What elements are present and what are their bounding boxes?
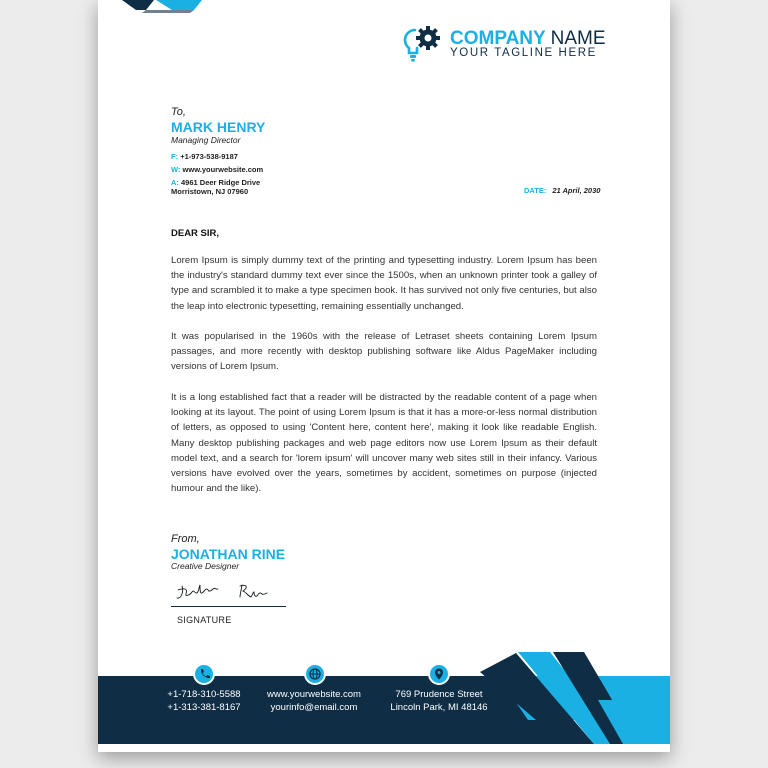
letter-date: DATE: 21 April, 2030 xyxy=(524,186,601,195)
sender-title: Creative Designer xyxy=(171,561,240,571)
company-tagline: YOUR TAGLINE HERE xyxy=(450,47,597,59)
signature-label: SIGNATURE xyxy=(177,615,232,625)
recipient-title: Managing Director xyxy=(171,135,241,145)
location-pin-icon xyxy=(428,663,450,685)
sender-name: JONATHAN RINE xyxy=(171,546,286,562)
body-paragraph-3: It is a long established fact that a reader will be distracted by the readable content of a page when looking at its layout. The point of using Lorem Ipsum is that it has a more-or-less normal distribution of letters, as opposed to using 'Content here, content here', making it look like readable English. Many desktop publishing packages and web page editors now use Lorem Ipsum as their default model text, and a search for 'lorem ipsum' will uncover many web sites still in their infancy. Various versions have evolved over the years, sometimes by accident, sometimes on purpose (injected humour and the like). xyxy=(171,392,597,495)
footer-web-email: www.yourwebsite.com yourinfo@email.com xyxy=(267,689,361,713)
recipient-address: A: 4961 Deer Ridge Drive xyxy=(171,178,261,187)
from-label: From, xyxy=(171,533,200,545)
body-paragraph-1: Lorem Ipsum is simply dummy text of the printing and typesetting industry. Lorem Ipsum has been the industry's standard dummy text ever since the 1500s, when an unknown printer took a galley of type and scrambled it to make a type specimen book. It has survived not only five centuries, but also the leap into electronic typesetting, remaining essentially unchanged. xyxy=(171,255,597,312)
recipient-phone: F: +1-973-538-9187 xyxy=(171,152,238,161)
footer-band xyxy=(98,0,670,752)
globe-icon xyxy=(304,663,326,685)
to-label: To, xyxy=(171,106,186,118)
phone-icon xyxy=(193,663,215,685)
company-name: COMPANY NAME xyxy=(450,28,606,49)
recipient-address-line2: Morristown, NJ 07960 xyxy=(171,187,249,196)
footer-address: 769 Prudence Street Lincoln Park, MI 48146 xyxy=(390,689,488,713)
salutation: DEAR SIR, xyxy=(171,228,220,239)
recipient-website: W: www.yourwebsite.com xyxy=(171,165,264,174)
letterhead-page xyxy=(98,0,670,752)
recipient-name: MARK HENRY xyxy=(171,119,266,135)
footer-phone-numbers: +1-718-310-5588 +1-313-381-8167 xyxy=(167,689,241,713)
body-paragraph-2: It was popularised in the 1960s with the release of Letraset sheets containing Lorem Ipsum passages, and more recently with desktop publishing software like Aldus PageMaker including versions of Lorem Ipsum. xyxy=(171,331,597,373)
